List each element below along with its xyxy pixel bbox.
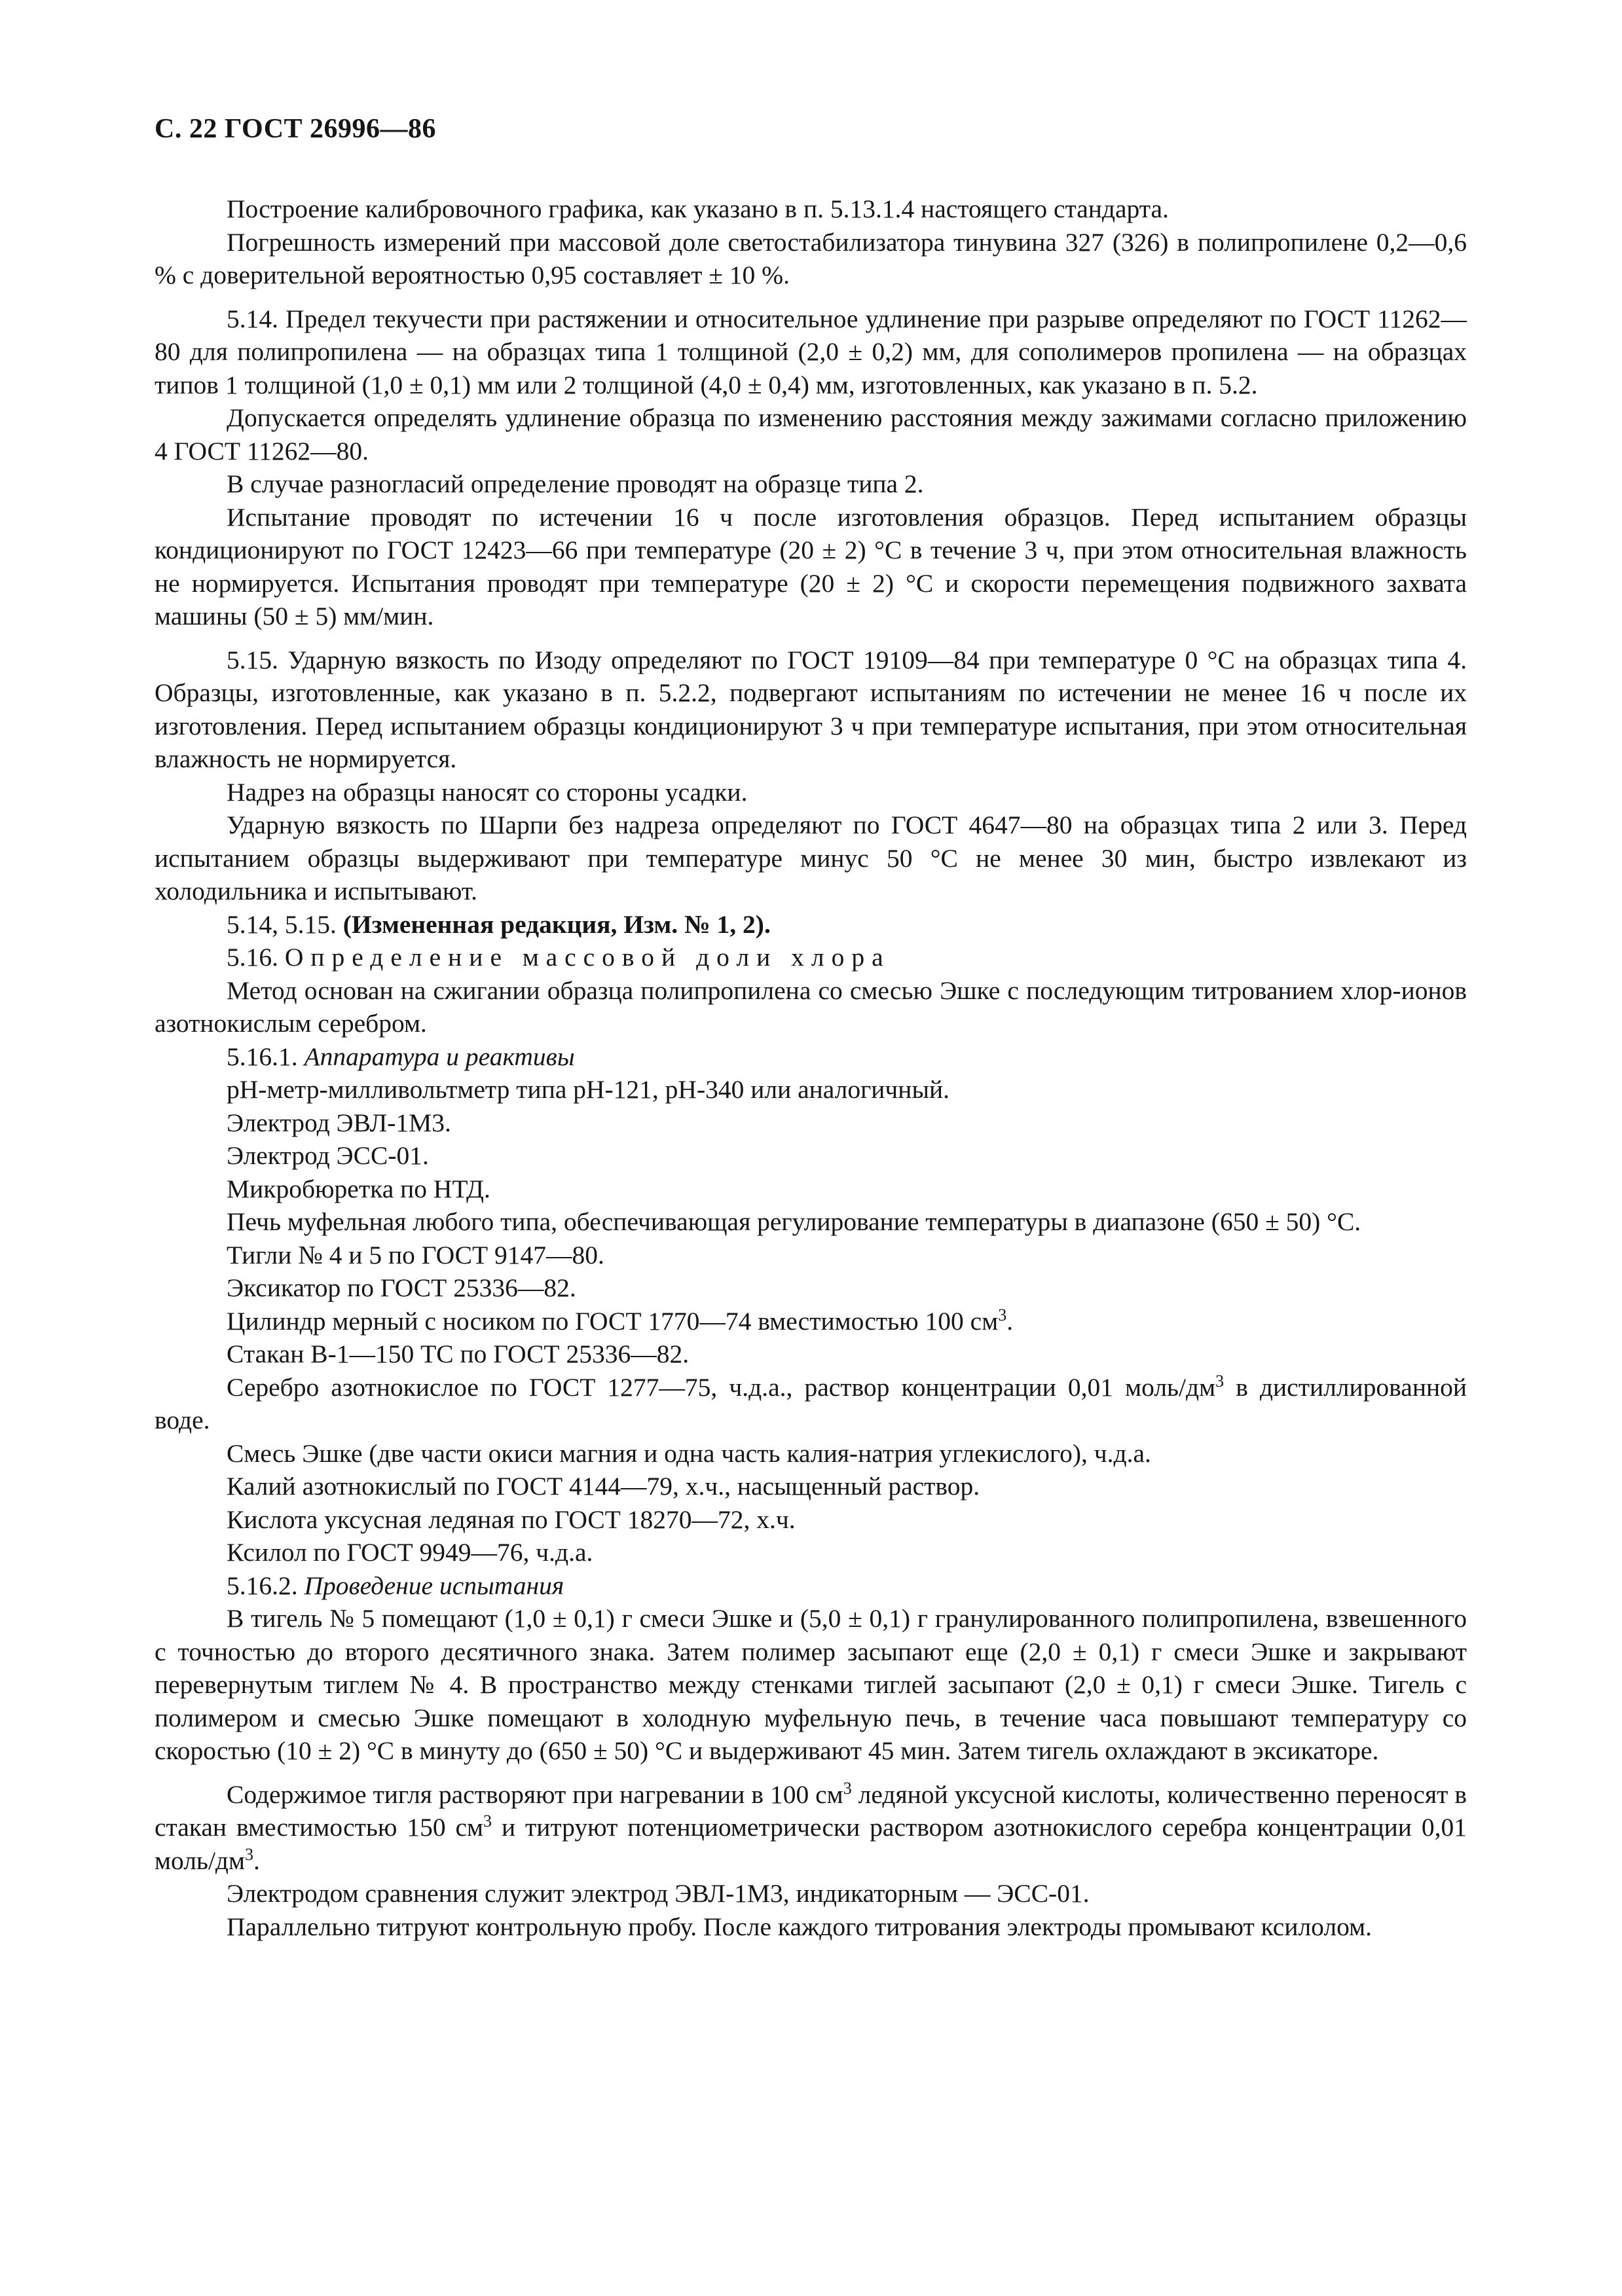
list-item-cylinder — [155, 1305, 1467, 1338]
list-item-electrode-ess: Электрод ЭСС-01. — [227, 1141, 429, 1170]
titration-text-3: и титруют потенциометрически раствором азотнокислого серебра концентрации 0,01 моль/дм — [155, 1813, 1467, 1875]
section-5-16-heading — [155, 941, 1467, 974]
page-header: С. 22 ГОСТ 26996—86 — [155, 114, 437, 144]
superscript: 3 — [483, 1812, 492, 1831]
paragraph-charpy: Ударную вязкость по Шарпи без надреза определяют по ГОСТ 4647—80 на образцах типа 2 или 3. Перед испытанием образцы выдерживают при температуре минус 50 °С не менее 30 мин, быстро извлекают из холодильника и испытывают. — [155, 811, 1467, 905]
paragraph-amendment-note — [155, 908, 1467, 941]
subsection-5-16-2-heading — [155, 1569, 1467, 1603]
subsection-number: 5.16.1. — [227, 1042, 304, 1071]
document-page — [155, 111, 1467, 1943]
titration-text-end: . — [253, 1846, 260, 1875]
amendment-label: (Измененная редакция, Изм. № 1, 2). — [342, 909, 771, 939]
paragraph-reference-electrode: Электродом сравнения служит электрод ЭВЛ-1М3, индикаторным — ЭСС-01. — [227, 1879, 1090, 1908]
superscript: 3 — [843, 1778, 852, 1798]
list-item-ph-meter: рН-метр-милливольтметр типа рН-121, рН-340 или аналогичный. — [227, 1075, 949, 1104]
list-item-eschka-mixture: Смесь Эшке (две части окиси магния и одна часть калия-натрия углекислого), ч.д.а. — [227, 1438, 1151, 1468]
subsection-title: Проведение испытания — [304, 1571, 564, 1600]
paragraph-5-14: 5.14. Предел текучести при растяжении и относительное удлинение при разрыве определяют по ГОСТ 11262—80 для полипропилена — на образцах типа 1 толщиной (2,0 ± 0,2) мм, для сополимеров пропилена — на образцах типов 1 толщиной (1,0 ± 0,1) мм или 2 толщиной (4,0 ± 0,4) мм, изготовленных, как указано в п. 5.2. — [155, 304, 1467, 399]
titration-text-1: Содержимое тигля растворяют при нагревании в 100 см — [227, 1779, 843, 1809]
list-item-electrode-evl: Электрод ЭВЛ-1М3. — [227, 1108, 451, 1137]
list-item-acetic-acid: Кислота уксусная ледяная по ГОСТ 18270—72, х.ч. — [227, 1504, 796, 1534]
silver-nitrate-text: Серебро азотнокислое по ГОСТ 1277—75, ч.д.а., раствор концентрации 0,01 моль/дм — [227, 1372, 1216, 1402]
list-item-crucibles: Тигли № 4 и 5 по ГОСТ 9147—80. — [227, 1240, 604, 1269]
silver-nitrate-text-end: в дистиллированной воде. — [155, 1372, 1467, 1434]
list-item-potassium-nitrate: Калий азотнокислый по ГОСТ 4144—79, х.ч., насыщенный раствор. — [227, 1472, 980, 1501]
paragraph-notch: Надрез на образцы наносят со стороны усадки. — [227, 777, 748, 807]
superscript: 3 — [245, 1844, 254, 1864]
list-item-microburette: Микробюретка по НТД. — [227, 1174, 490, 1203]
list-item-beaker: Стакан В-1—150 ТС по ГОСТ 25336—82. — [227, 1339, 690, 1368]
list-item-desiccator: Эксикатор по ГОСТ 25336—82. — [227, 1273, 576, 1302]
paragraph-method: Метод основан на сжигании образца полипропилена со смесью Эшке с последующим титрованием хлор-ионов азотнокислым серебром. — [155, 975, 1467, 1038]
section-title: Определение массовой доли хлора — [284, 943, 891, 972]
list-item-silver-nitrate — [155, 1371, 1467, 1437]
paragraph-titration — [155, 1778, 1467, 1878]
amendment-clauses: 5.14, 5.15. — [227, 909, 343, 939]
paragraph-elongation-allowed: Допускается определять удлинение образца по изменению расстояния между зажимами согласно приложению 4 ГОСТ 11262—80. — [155, 403, 1467, 465]
paragraph-procedure: В тигель № 5 помещают (1,0 ± 0,1) г смеси Эшке и (5,0 ± 0,1) г гранулированного полипропилена, взвешенного с точностью до второго десятичного знака. Затем полимер засыпают еще (2,0 ± 0,1) г смеси Эшке и закрывают перевернутым тиглем № 4. В пространство между стенками тиглей засыпают (2,0 ± 0,1) г смеси Эшке. Тигель с полимером и смесью Эшке помещают в холодную муфельную печь, в течение часа повышают температуру со скоростью (10 ± 2) °С в минуту до (650 ± 50) °С и выдерживают 45 мин. Затем тигель охлаждают в эксикаторе. — [155, 1604, 1467, 1765]
titration-text-2: ледяной уксусной кислоты, количественно переносят в стакан вместимостью 150 см — [155, 1779, 1467, 1842]
subsection-title: Аппаратура и реактивы — [304, 1042, 575, 1071]
paragraph-calibration-graph: Построение калибровочного графика, как указано в п. 5.13.1.4 настоящего стандарта. — [227, 194, 1169, 223]
subsection-5-16-1-heading — [155, 1040, 1467, 1074]
paragraph-test-conditions: Испытание проводят по истечении 16 ч после изготовления образцов. Перед испытанием образцы кондиционируют по ГОСТ 12423—66 при температуре (20 ± 2) °С в течение 3 ч, при этом относительная влажность не нормируется. Испытания проводят при температуре (20 ± 2) °С и скорости перемещения подвижного захвата машины (50 ± 5) мм/мин. — [155, 502, 1467, 630]
superscript: 3 — [1215, 1371, 1225, 1391]
cylinder-text-end: . — [1006, 1306, 1014, 1336]
paragraph-measurement-error: Погрешность измерений при массовой доле светостабилизатора тинувина 327 (326) в полипропилене 0,2—0,6 % с доверительной вероятностью 0,95 составляет ± 10 %. — [155, 227, 1467, 289]
paragraph-disagreement: В случае разногласий определение проводят на образце типа 2. — [227, 469, 924, 498]
list-item-xylene: Ксилол по ГОСТ 9949—76, ч.д.а. — [227, 1538, 593, 1567]
superscript: 3 — [998, 1305, 1007, 1324]
paragraph-5-15: 5.15. Ударную вязкость по Изоду определяют по ГОСТ 19109—84 при температуре 0 °С на образцах типа 4. Образцы, изготовленные, как указано в п. 5.2.2, подвергают испытаниям по истечении не менее 16 ч после их изготовления. Перед испытанием образцы кондиционируют 3 ч при температуре испытания, при этом относительная влажность не нормируется. — [155, 645, 1467, 773]
list-item-muffle-furnace: Печь муфельная любого типа, обеспечивающая регулирование температуры в диапазоне (650 ± 50) °С. — [227, 1207, 1361, 1236]
section-number: 5.16. — [227, 943, 285, 972]
subsection-number: 5.16.2. — [227, 1571, 304, 1600]
paragraph-control-sample: Параллельно титруют контрольную пробу. После каждого титрования электроды промывают ксилолом. — [227, 1912, 1372, 1941]
cylinder-text: Цилиндр мерный с носиком по ГОСТ 1770—74 вместимостью 100 см — [227, 1306, 999, 1336]
document-body — [155, 192, 1467, 1943]
